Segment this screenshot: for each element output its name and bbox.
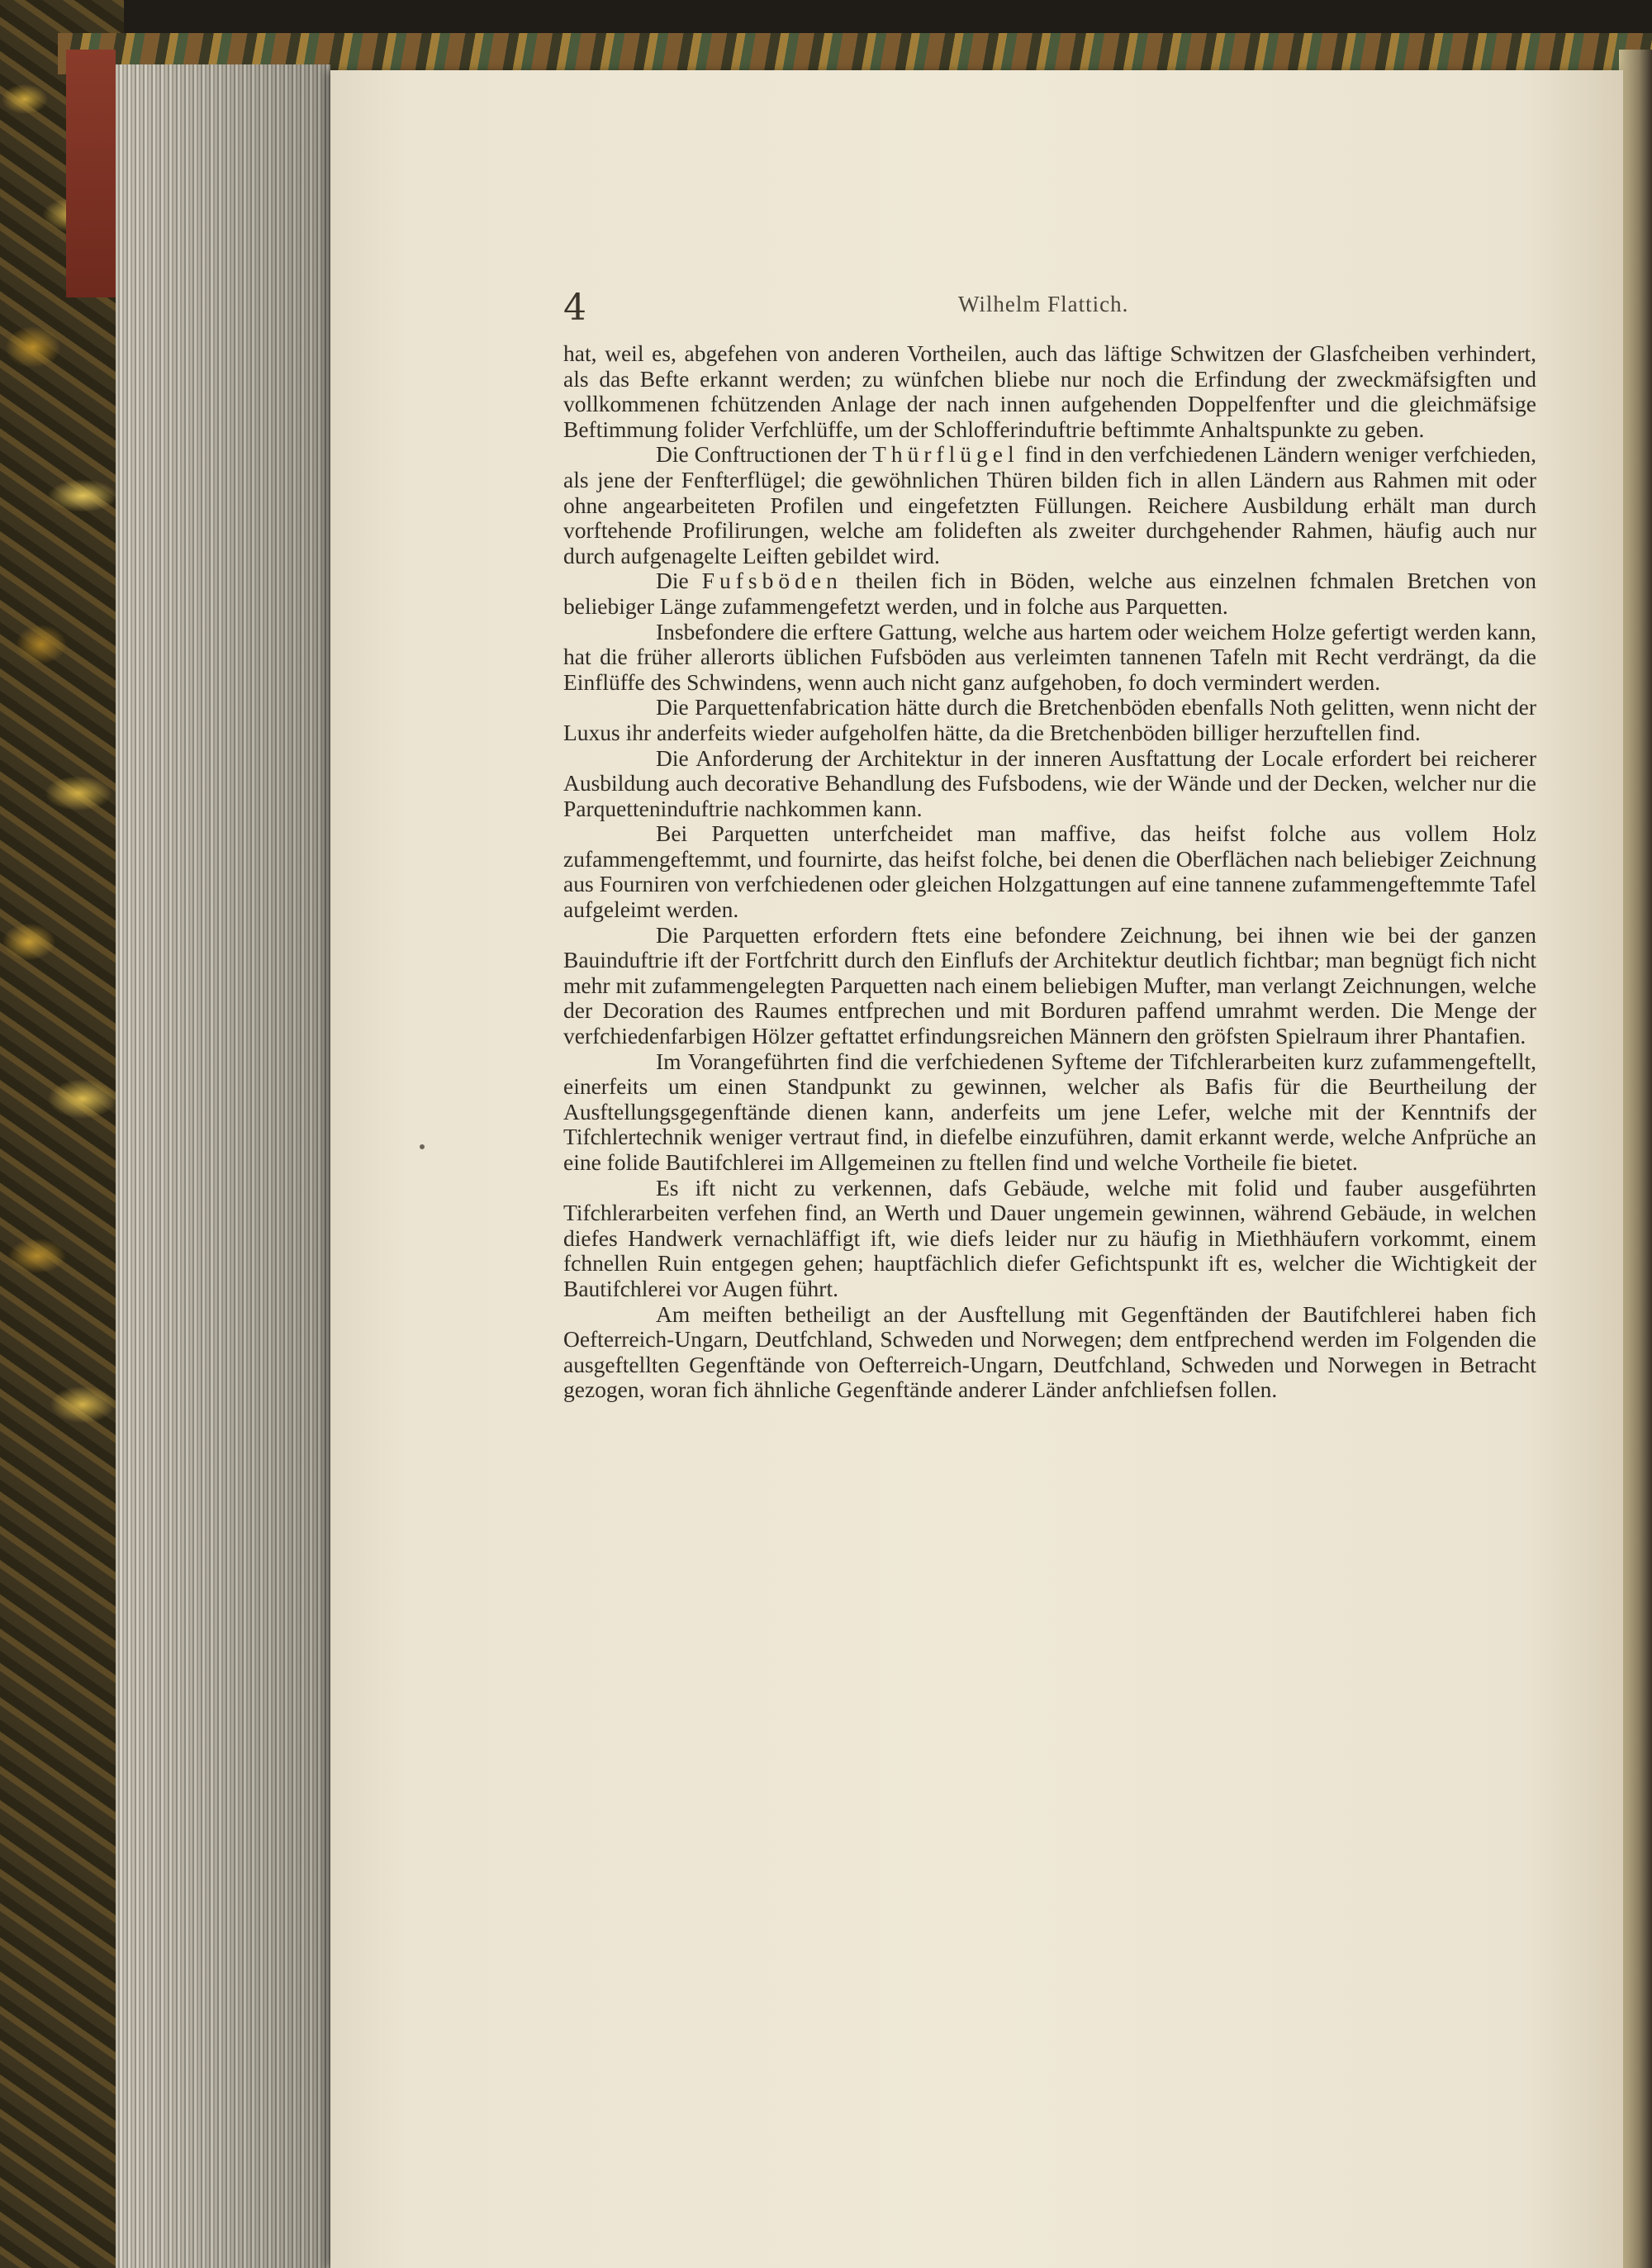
paragraph-2 bbox=[563, 442, 1536, 568]
term-thuerfluegel: Thürflügel bbox=[872, 441, 1019, 468]
paragraph-11: Am meiften betheiligt an der Ausftellung mit Gegenftänden der Bautifchlerei haben fich Oefterreich-Ungarn, Deutfchland, Schweden und Norwegen; dem entfprechend werden im Folgenden die ausgeftellten Gegenftände von Oefterreich-Ungarn, Deutfchland, Schweden und Norwegen in Betracht gezogen, woran fich ähnliche Gegenftände anderer Länder anfchliefsen follen. bbox=[563, 1300, 1536, 1403]
spine-strip bbox=[66, 50, 116, 297]
body-text bbox=[563, 341, 1536, 1403]
running-head: Wilhelm Flattich. bbox=[958, 292, 1129, 316]
paragraph-7: Bei Parquetten unterfcheidet man maffive, das heifst folche aus vollem Holz zufammengeftemmt, und fournirte, das heifst folche, bei denen die Oberflächen nach beliebiger Zeichnung aus Fourniren von verfchiedenen oder gleichen Holzgattungen auf eine tannene zufammengeftemmte Tafel aufgeleimt werden. bbox=[563, 820, 1536, 923]
page-block-edges bbox=[116, 64, 330, 2268]
paragraph-10: Es ift nicht zu verkennen, dafs Gebäude, welche mit folid und fauber ausgeführten Tifchlerarbeiten verfehen find, an Werth und Dauer ungemein gewinnen, während Gebäude, in welchen diefes Handwerk vernachläffigt ift, wie diefs leider nur zu häufig in Miethhäufern vorkommt, einem fchnellen Ruin entgegen gehen; hauptfächlich diefer Gefichtspunkt ift es, welcher die Wichtigkeit der Bautifchlerei vor Augen führt. bbox=[563, 1174, 1536, 1301]
page-number: 4 bbox=[563, 287, 586, 329]
paragraph-8: Die Parquetten erfordern ftets eine befondere Zeichnung, bei ihnen wie bei der ganzen Bauinduftrie ift der Fortfchritt durch den Einflufs der Architektur deutlich fichtbar; man begnügt fich nicht mehr mit zufammengelegten Parquetten nach einem beliebigen Mufter, man verlangt Zeichnungen, welche der Decoration des Raumes entfprechen und mit Borduren paffend umrahmt werden. Die Menge der verfchiedenfarbigen Hölzer geftattet erfindungsreichen Männern den gröfsten Spielraum ihrer Phantafien. bbox=[563, 921, 1536, 1049]
paragraph-2-after: find in den verfchiedenen Ländern weniger verfchieden, als jene der Fenfterflügel; die gewöhnlichen Thüren bilden fich in allen Ländern aus Rahmen mit oder ohne angearbeiteten Profilen und eingefetzten Füllungen. Reichere Ausbildung erhält man durch vorftehende Profilirungen, welche am folideften als zweiter durchgehender Rahmen, häufig auch nur durch aufgenagelte Leiften gebildet wird. bbox=[563, 441, 1536, 568]
paragraph-3-before: Die bbox=[656, 568, 702, 594]
paragraph-4: Insbefondere die erftere Gattung, welche aus hartem oder weichem Holze gefertigt werden kann, hat die früher allerorts üblichen Fufsböden aus verleimten tannenen Tafeln mit Recht verdrängt, da die Einflüffe des Schwindens, wenn auch nicht ganz aufgehoben, fo doch vermindert werden. bbox=[563, 618, 1536, 695]
paragraph-3 bbox=[563, 568, 1536, 619]
book-page bbox=[330, 70, 1623, 2268]
marbled-cover bbox=[0, 0, 124, 2268]
paragraph-5: Die Parquettenfabrication hätte durch die Bretchenböden ebenfalls Noth gelitten, wenn nicht der Luxus ihr anderfeits wieder aufgeholfen hätte, da die Bretchenböden billiger herzuftellen find. bbox=[563, 694, 1536, 745]
term-fussboeden: Fufsböden bbox=[701, 568, 843, 594]
paragraph-6: Die Anforderung der Architektur in der inneren Ausftattung der Locale erfordert bei reicherer Ausbildung auch decorative Behandlung des Fufsbodens, wie der Wände und der Decken, welcher nur die Parquetteninduftrie nachkommen kann. bbox=[563, 744, 1536, 821]
paragraph-9: Im Vorangeführten find die verfchiedenen Syfteme der Tifchlerarbeiten kurz zufammengeftellt, einerfeits um einen Standpunkt zu gewinnen, welcher als Bafis für die Beurtheilung der Ausftellungsgegenftände dienen kann, anderfeits um jene Lefer, welche mit der Kenntnifs der Tifchlertechnik weniger vertraut find, in diefelbe einzuführen, damit erkannt werde, welche Anfprüche an eine folide Bautifchlerei im Allgemeinen zu ftellen find und welche Vortheile fie bietet. bbox=[563, 1048, 1536, 1175]
paper-speck bbox=[420, 1144, 425, 1149]
paragraph-3-after: theilen fich in Böden, welche aus einzelnen fchmalen Bretchen von beliebiger Länge zufammengefetzt werden, und in folche aus Parquetten. bbox=[563, 568, 1537, 619]
paragraph-1: hat, weil es, abgefehen von anderen Vortheilen, auch das läftige Schwitzen der Glasfcheiben verhindert, als das Befte erkannt werden; zu wünfchen bliebe nur noch die Erfindung der zweckmäfsigften und vollkommenen fchützenden Anlage der nach innen aufgehenden Doppelfenfter und die gleichmäfsige Beftimmung folider Verfchlüffe, um der Schlofferinduftrie beftimmte Anhaltspunkte zu geben. bbox=[563, 340, 1536, 442]
paragraph-2-before: Die Conftructionen der bbox=[656, 441, 873, 468]
facing-page-edge bbox=[1619, 50, 1652, 2268]
